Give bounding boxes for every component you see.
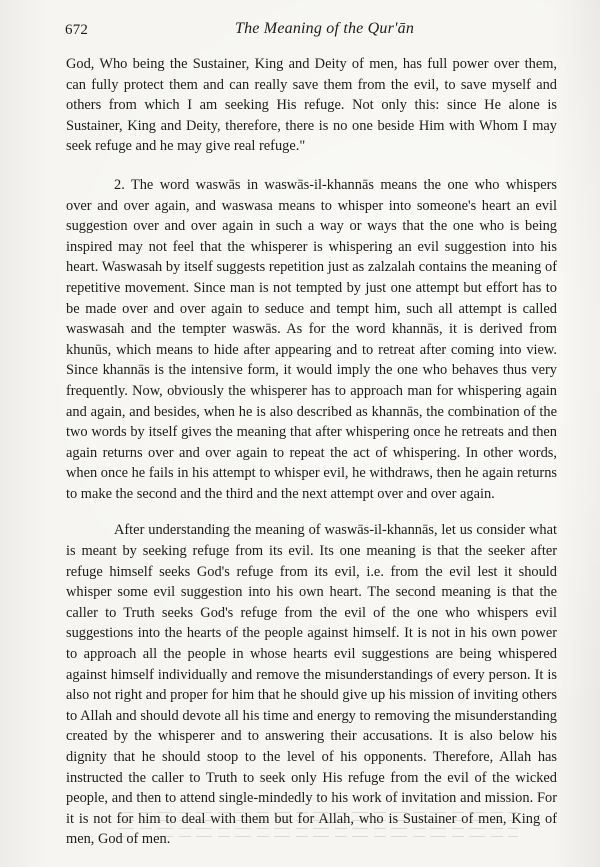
paragraph-3: After understanding the meaning of waswās-il-khannās, let us consider what is meant by seeking refuge from its evil. Its one meaning is that the seeker after refuge himself seeks God's refuge from its evil, i.e. from the evil lest it should whisper some evil suggestion into his own heart. The second meaning is that the caller to Truth seeks God's refuge from the evil of the one who whispers evil suggestions into the hearts of the people against himself. It is not in his own power to approach all the people in whose hearts evil suggestions are being whispered against himself individually and remove the misunderstandings of every person. It is also not right and proper for him that he should give up his mission of inviting others to Allah and should devote all his time and energy to removing the misunderstanding created by the whisperer and to answering their accusations. It is also below his dignity that he should stoop to the level of his opponents. Therefore, Allah has instructed the caller to Truth to seek only His refuge from the evil of the wicked people, and then to attend single-mindedly to his work of invitation and mission. For it is not for him to deal with them but for Allah, who is Sustainer of men, King of men, God of men. xyxy=(66,522,557,848)
bleed-line xyxy=(118,812,518,813)
running-title: The Meaning of the Qur'ān xyxy=(235,20,415,37)
bleed-line xyxy=(118,828,518,829)
paragraph-1: God, Who being the Sustainer, King and Deity of men, has full power over them, can fully protect them and can really save them from the evil, to save myself and others from which I am seeking His refuge. Not only this: since He alone is Sustainer, King and Deity, therefore, there is no one beside Him with Whom I may seek refuge and he may give real refuge." xyxy=(66,56,557,155)
bleed-line xyxy=(118,820,518,821)
bleed-line xyxy=(118,836,518,837)
paragraph-gap xyxy=(66,157,557,175)
page-number: 672 xyxy=(65,22,89,38)
page-header xyxy=(65,20,565,42)
page-body xyxy=(66,54,557,850)
bleed-through-text xyxy=(118,805,518,851)
paragraph-2: 2. The word waswās in waswās-il-khannās means the one who whispers over and over again, and waswasa means to whisper into someone's heart an evil suggestion over and over again in such a way or ways that the one who is being inspired may not feel that the whisperer is whispering an evil suggestion into his heart. Waswasah by itself suggests repetition just as zalzalah contains the meaning of repetitive movement. Since man is not tempted by just one attempt but effort has to be made over and over again to seduce and tempt him, such all attempt is called waswasah and the tempter waswās. As for the word khannās, it is derived from khunūs, which means to hide after appearing and to retreat after coming into view. Since khannās is the intensive form, it would imply the one who behaves thus very frequently. Now, obviously the whisperer has to approach man for whispering again and again, and besides, when he is also described as khannās, the combination of the two words by itself gives the meaning that after whispering once he retreats and then again returns over and over again to repeat the act of whispering. In other words, when once he fails in his attempt to whisper evil, he withdraws, then he again returns to make the second and the third and the next attempt over and over again. xyxy=(66,176,557,502)
paragraph-gap xyxy=(66,504,557,520)
